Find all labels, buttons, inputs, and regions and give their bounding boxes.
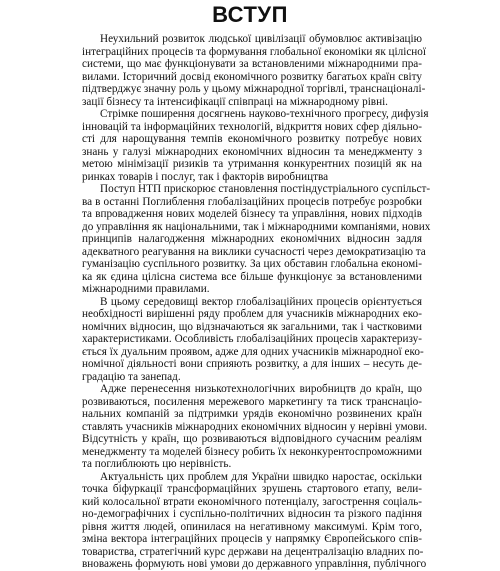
text-line: метою мінімізації ризиків та утримання конкурентних позицій як на [82, 158, 422, 170]
text-line: ва в останні Поглиблення глобалізаційних процесів потребує розробки [82, 195, 422, 208]
paragraph [82, 108, 429, 183]
text-line: ставлять учасників міжнародних економічних відносин у нерівні умови. [82, 420, 428, 433]
text-line: Адже перенесення низькотехнологічних виробництв до країн, що [100, 383, 422, 395]
text-line: принципів налагодження міжнародних економічних відносин задля [82, 233, 422, 245]
text-line: характеристиками. Особливість глобалізаційних процесів характеризу- [82, 333, 422, 345]
text-line: рівня життя людей, опинилася на негативному максимумі. Крім того, [82, 520, 422, 533]
text-line: та впровадження нових моделей бізнесу та управління, нових підходів [82, 208, 422, 220]
text-line: та поглиблюють цю нерівність. [82, 458, 232, 470]
paragraph [82, 296, 422, 384]
text-line: В цьому середовищі вектор глобалізаційних процесів орієнтується [100, 295, 422, 308]
text-line: зації бізнесу та інтенсифікації співпраці на міжнародному рівні. [82, 95, 388, 108]
text-line: сті для нарощування темпів економічного розвитку потребує нових [82, 133, 422, 145]
text-line: нальних компаній за підтримки урядів економічно розвинених країн [82, 408, 422, 420]
text-line: ринках товарів і послуг, так і факторів виробництва [82, 170, 329, 183]
text-line: Актуальність цих проблем для України швидко наростає, оскільки [100, 470, 422, 483]
paragraph [82, 470, 427, 571]
text-line: градацію та занепад. [82, 370, 181, 383]
text-line: менеджменту та моделей бізнесу робить їх неконкурентоспроможними [82, 445, 422, 458]
text-line: ка як єдина цілісна система все більше функціонує за встановленими [82, 270, 422, 283]
text-line: інтеграційних процесів та формування глобальної економіки як цілісної [82, 45, 426, 58]
text-line: необхідності вирішенні ряду проблем для учасників міжнародних еко- [82, 308, 422, 320]
text-line: розвиваються, посилення мережевого маркетингу та тиск транснаціо- [82, 395, 422, 408]
text-line: до управління як національними, так і міжнародними компаніями, нових [82, 220, 431, 233]
text-line: точка біфуркації трансформаційних зрушень стартового етапу, вели- [82, 483, 422, 495]
text-line: міжнародними правилами. [82, 283, 210, 295]
text-line: вилами. Історичний досвід економічного розвитку багатьох країн світу [82, 70, 422, 83]
text-line: номічних відносин, що відзначаються як загальними, так і частковими [82, 320, 422, 333]
text-line: товариства, стратегічний курс держави на децентралізацію владних по- [82, 545, 424, 558]
page-title: ВСТУП [212, 2, 288, 27]
text-line: Неухильний розвиток людської цивілізації обумовлює активізацію [100, 33, 422, 45]
text-line: Відсутність у країн, що розвиваються відповідного сучасним реаліям [82, 433, 422, 445]
text-line: підтверджує значну роль у цьому міжнародної торгівлі, транснаціоналі- [82, 83, 426, 95]
text-line: адекватного реагування на виклики сучасності через демократизацію та [82, 245, 426, 258]
text-line: системи, що має функціонувати за встановленими міжнародними пра- [82, 58, 422, 70]
document-body [82, 33, 431, 571]
text-line: Стрімке поширення досягнень науково-технічного прогресу, дифузія [100, 108, 429, 120]
text-line: гуманізацію суспільного розвитку. За цих обставин глобальна економі- [82, 258, 422, 270]
text-line: зміна вектора інтеграційних процесів у напрямку Європейського спів- [82, 533, 422, 545]
text-line: но-демографічних і суспільно-політичних відносин та різкого падіння [82, 508, 422, 520]
text-line: ється їх дуальним проявом, адже для одних учасників міжнародної еко- [82, 345, 424, 358]
text-line: кий колосальної втрати економічного потенціалу, загострення соціаль- [82, 495, 422, 508]
text-line: знань у галузі міжнародних економічних відносин та менеджменту з [82, 145, 422, 158]
text-line: інновацій та інформаційних технологій, відкриття нових сфер діяльно- [82, 120, 422, 133]
text-line: вноважень формують нові умови до державного управління, публічного [82, 558, 427, 570]
paragraph [82, 183, 431, 296]
text-line: номічної діяльності вони сприяють розвитку, а для інших – несуть де- [82, 358, 422, 370]
paragraph [82, 33, 426, 108]
text-line: Поступ НТП прискорює становлення постіндустріального суспільст- [100, 183, 431, 195]
paragraph [82, 383, 428, 471]
